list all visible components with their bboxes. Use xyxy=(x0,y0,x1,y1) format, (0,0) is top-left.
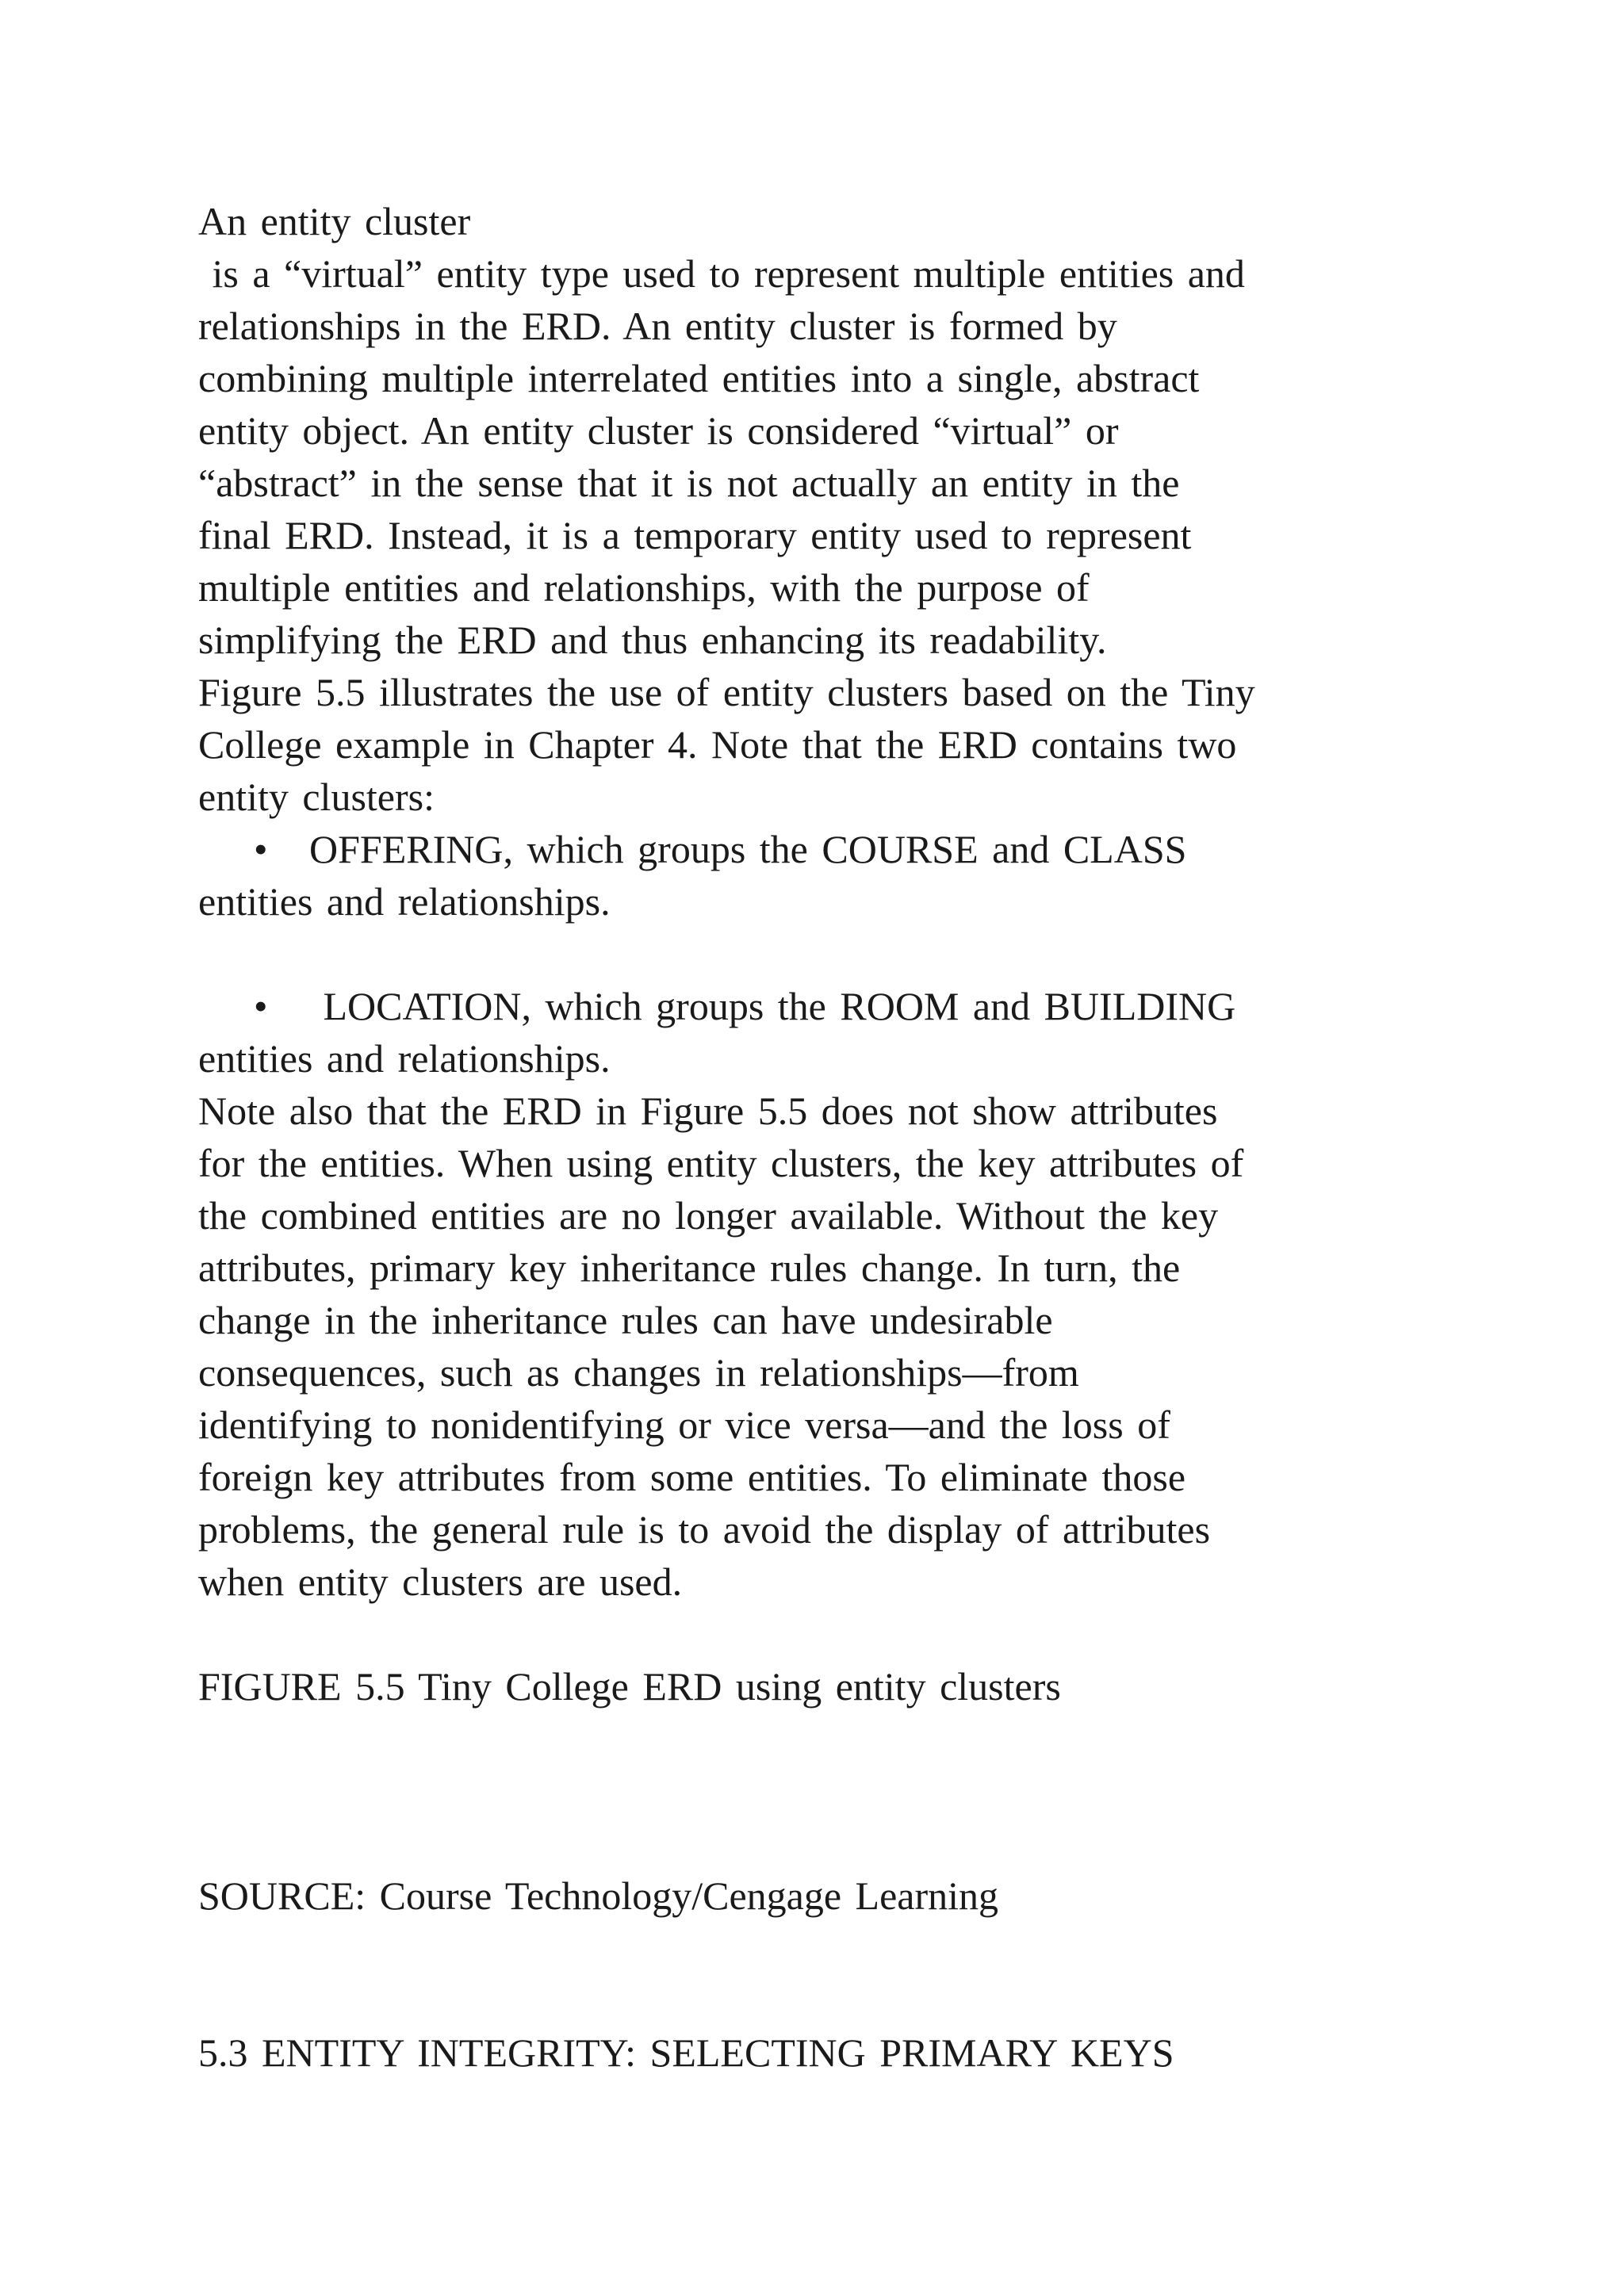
text-line: multiple entities and relationships, with the purpose of xyxy=(198,565,1090,610)
text-line: attributes, primary key inheritance rules change. In turn, the xyxy=(198,1246,1181,1290)
figure-source: SOURCE: Course Technology/Cengage Learning xyxy=(198,1873,999,1918)
figure-caption: FIGURE 5.5 Tiny College ERD using entity clusters xyxy=(198,1664,1061,1709)
text-line: for the entities. When using entity clusters, the key attributes of xyxy=(198,1141,1244,1185)
text-line: entities and relationships. xyxy=(198,1036,611,1081)
text-line: problems, the general rule is to avoid the display of attributes xyxy=(198,1507,1211,1552)
text-line: final ERD. Instead, it is a temporary entity used to represent xyxy=(198,513,1192,557)
text-line: “abstract” in the sense that it is not actually an entity in the xyxy=(198,461,1180,505)
text-line: entity object. An entity cluster is considered “virtual” or xyxy=(198,408,1119,453)
text-line: change in the inheritance rules can have undesirable xyxy=(198,1298,1053,1342)
text-line: the combined entities are no longer available. Without the key xyxy=(198,1193,1219,1238)
text-line: An entity cluster xyxy=(198,199,471,243)
text-line: Note also that the ERD in Figure 5.5 does not show attributes xyxy=(198,1089,1218,1133)
text-line: relationships in the ERD. An entity cluster is formed by xyxy=(198,304,1117,348)
text-line: simplifying the ERD and thus enhancing its readability. xyxy=(198,618,1107,662)
section-heading: 5.3 ENTITY INTEGRITY: SELECTING PRIMARY KEYS xyxy=(198,2030,1174,2075)
text-line: identifying to nonidentifying or vice versa—and the loss of xyxy=(198,1402,1170,1447)
text-line: College example in Chapter 4. Note that the ERD contains two xyxy=(198,722,1237,767)
text-line: combining multiple interrelated entities into a single, abstract xyxy=(198,356,1200,400)
text-line: entity clusters: xyxy=(198,775,435,819)
text-line: Figure 5.5 illustrates the use of entity clusters based on the Tiny xyxy=(198,670,1255,714)
text-line: is a “virtual” entity type used to represent multiple entities and xyxy=(198,251,1245,296)
text-line: when entity clusters are used. xyxy=(198,1559,683,1604)
bullet-item-location: • LOCATION, which groups the ROOM and BUILDING xyxy=(198,984,1236,1028)
text-line: consequences, such as changes in relationships—from xyxy=(198,1350,1079,1395)
bullet-item-offering: • OFFERING, which groups the COURSE and CLASS xyxy=(198,827,1187,871)
text-line: entities and relationships. xyxy=(198,879,611,924)
text-line: foreign key attributes from some entities. To eliminate those xyxy=(198,1455,1186,1499)
